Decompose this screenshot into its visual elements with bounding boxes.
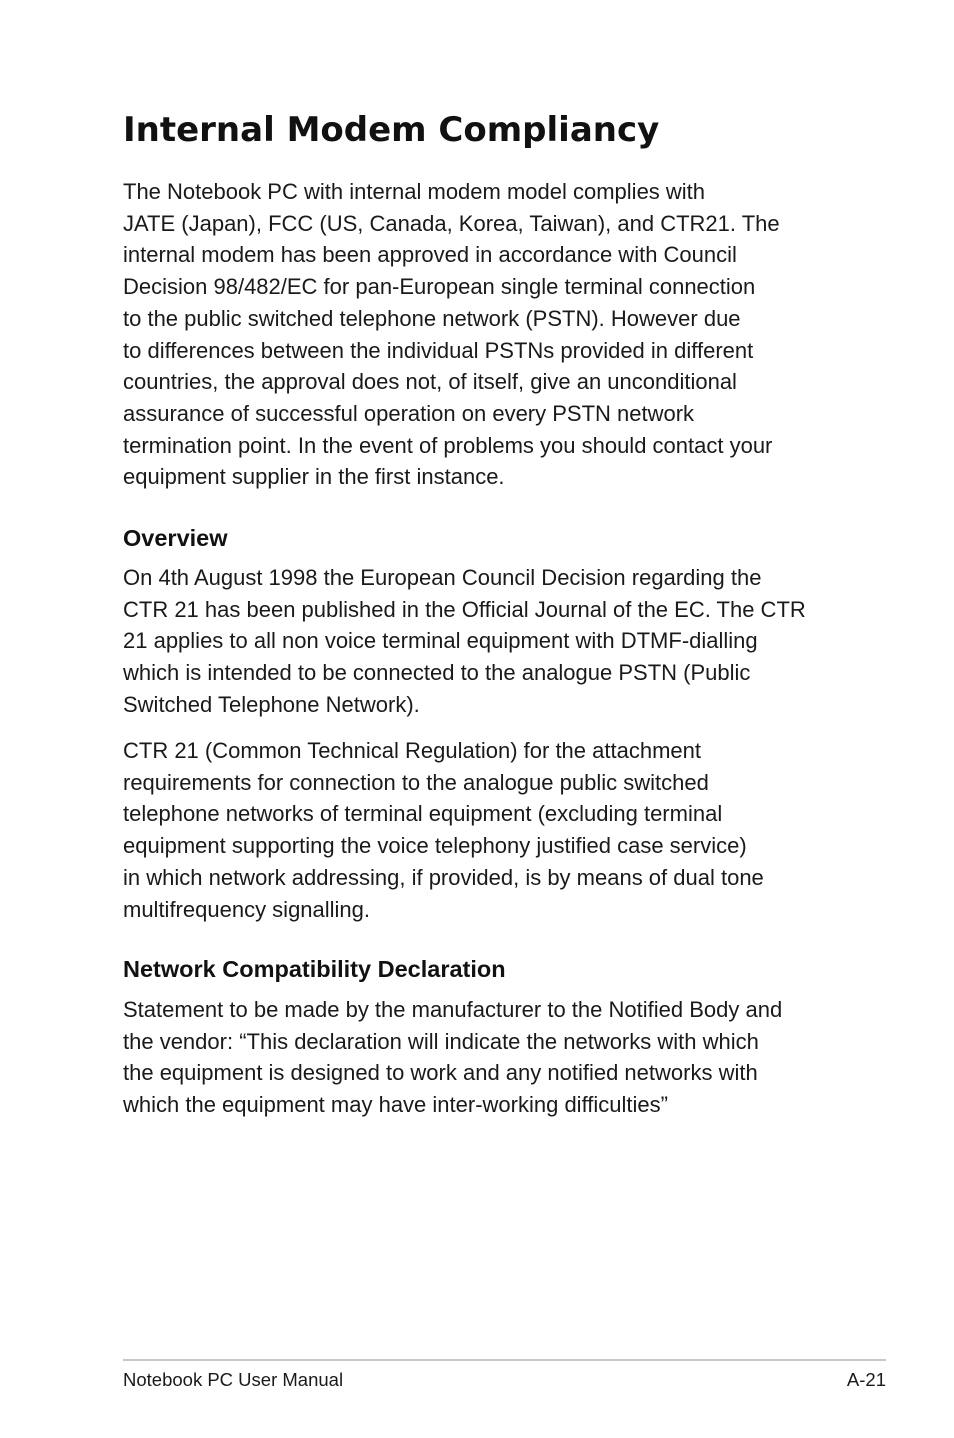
intro-line: countries, the approval does not, of itself, give an unconditional (123, 369, 737, 395)
overview-line: CTR 21 has been published in the Official Journal of the EC. The CTR (123, 596, 806, 622)
overview-line: in which network addressing, if provided, is by means of dual tone (123, 864, 764, 890)
intro-paragraph (123, 176, 843, 493)
network-line: Statement to be made by the manufacturer to the Notified Body and (123, 997, 783, 1022)
overview-heading: Overview (123, 525, 228, 551)
overview-line: 21 applies to all non voice terminal equipment with DTMF-dialling (123, 628, 758, 654)
overview-line: requirements for connection to the analogue public switched (123, 769, 709, 795)
network-line: the equipment is designed to work and any notified networks with (123, 1060, 758, 1086)
overview-paragraph-1 (123, 562, 843, 721)
intro-line: assurance of successful operation on every PSTN network (123, 400, 695, 426)
overview-line: multifrequency signalling. (123, 896, 371, 922)
network-line: the vendor: “This declaration will indicate the networks with which (123, 1028, 759, 1054)
overview-line: Switched Telephone Network). (123, 691, 420, 717)
overview-line: telephone networks of terminal equipment (excluding terminal (123, 801, 723, 827)
network-line: which the equipment may have inter-working difficulties” (123, 1092, 668, 1118)
overview-line: CTR 21 (Common Technical Regulation) for the attachment (123, 738, 701, 763)
footer-manual-title: Notebook PC User Manual (123, 1369, 344, 1390)
intro-line: equipment supplier in the first instance. (123, 464, 505, 490)
overview-paragraph-2 (123, 735, 843, 925)
overview-line: equipment supporting the voice telephony justified case service) (123, 833, 747, 859)
intro-line: The Notebook PC with internal modem model complies with (123, 179, 706, 204)
overview-line: On 4th August 1998 the European Council Decision regarding the (123, 565, 762, 590)
network-heading: Network Compatibility Declaration (123, 956, 506, 982)
intro-line: JATE (Japan), FCC (US, Canada, Korea, Taiwan), and CTR21. The (123, 210, 780, 236)
page-title: Internal Modem Compliancy (123, 110, 660, 150)
intro-line: to the public switched telephone network (PSTN). However due (123, 305, 741, 331)
intro-line: termination point. In the event of problems you should contact your (123, 432, 773, 458)
overview-line: which is intended to be connected to the analogue PSTN (Public (123, 660, 751, 686)
intro-line: internal modem has been approved in accordance with Council (123, 242, 737, 268)
network-paragraph (123, 994, 843, 1121)
footer-divider (123, 1359, 886, 1361)
intro-line: to differences between the individual PSTNs provided in different (123, 337, 754, 363)
footer-page-number: A-21 (846, 1369, 886, 1390)
intro-line: Decision 98/482/EC for pan-European single terminal connection (123, 274, 756, 300)
